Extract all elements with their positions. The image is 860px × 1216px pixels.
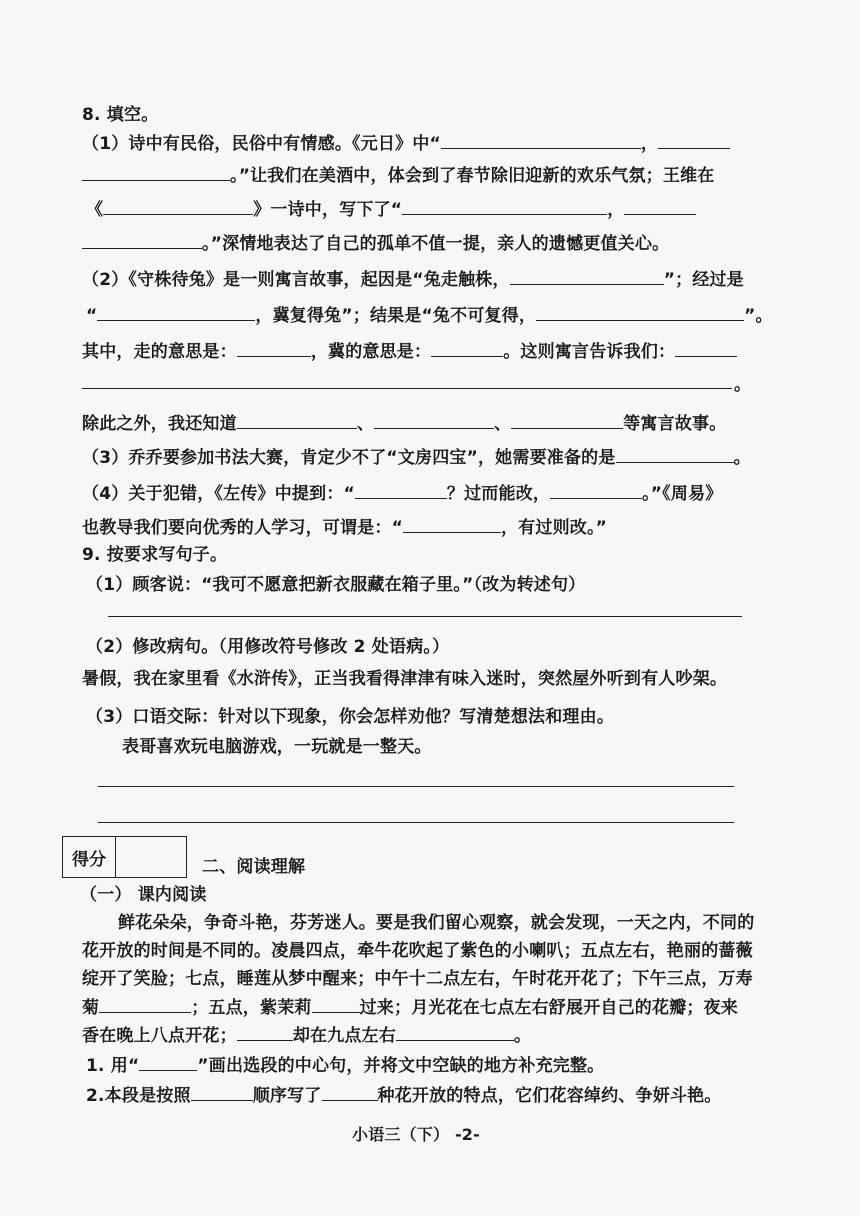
- text: ，: [640, 134, 659, 154]
- passage-line: 鲜花朵朵，争奇斗艳，芬芳迷人。要是我们留心观察，就会发现，一天之内，不同的: [118, 913, 755, 933]
- text: 。: [514, 1026, 532, 1046]
- text: （2）《守株待兔》是一则寓言故事，起因是“兔走触株，: [82, 270, 510, 290]
- text: 种花开放的特点，它们花容绰约、争妍斗艳。: [377, 1086, 722, 1106]
- text: ；五点，紫茉莉: [191, 998, 312, 1018]
- q8-2-line2: [86, 304, 773, 327]
- text: 却在九点左右: [292, 1026, 397, 1046]
- score-box: [62, 836, 187, 878]
- answer-blank[interactable]: [82, 232, 202, 249]
- q8-4-line2: [82, 516, 607, 539]
- q8-2-line5: [82, 412, 726, 435]
- text: 、: [494, 414, 512, 434]
- answer-blank[interactable]: [536, 304, 744, 321]
- text: 除此之外，我还知道: [82, 414, 237, 434]
- text: （3）乔乔要参加书法大赛，肯定少不了“文房四宝”，她需要准备的是: [82, 448, 616, 468]
- text: 。”让我们在美酒中，体会到了春节除旧迎新的欢乐气氛；王维在: [230, 166, 715, 186]
- answer-blank[interactable]: [402, 198, 607, 215]
- answer-blank[interactable]: [510, 268, 664, 285]
- q9-2: （2）修改病句。（用修改符号修改 2 处语病。）: [86, 637, 450, 657]
- answer-blank[interactable]: [431, 340, 503, 357]
- answer-blank[interactable]: [237, 1024, 293, 1041]
- answer-line[interactable]: [82, 388, 732, 389]
- q8-1-line1: [82, 132, 730, 155]
- answer-line[interactable]: [98, 786, 734, 787]
- score-field[interactable]: [116, 837, 186, 877]
- answer-blank[interactable]: [237, 340, 311, 357]
- text: 其中，走的意思是：: [82, 342, 237, 362]
- text: ”；经过是: [663, 270, 744, 290]
- answer-blank[interactable]: [396, 1024, 514, 1041]
- text: 。: [733, 448, 751, 468]
- passage-line: [82, 1024, 531, 1047]
- text: ，有过则改。”: [500, 518, 608, 538]
- answer-blank[interactable]: [658, 132, 730, 149]
- text: 、: [356, 414, 375, 434]
- text: 。”《周易》: [642, 484, 723, 504]
- answer-blank[interactable]: [237, 412, 357, 429]
- q9-2-sentence: 暑假，我在家里看《水浒传》，正当我看得津津有味入迷时，突然屋外听到有人吵架。: [82, 669, 728, 689]
- q8-4-line1: [82, 482, 722, 505]
- answer-blank[interactable]: [403, 516, 501, 533]
- answer-blank[interactable]: [374, 412, 494, 429]
- text: ？过而能改，: [446, 484, 551, 504]
- q8-1-line2: [82, 164, 714, 187]
- text: ，冀复得兔”；结果是“兔不可复得，: [255, 306, 537, 326]
- q9-3: （3）口语交际：针对以下现象，你会怎样劝他？写清楚想法和理由。: [86, 707, 615, 727]
- text: ”画出选段的中心句，并将文中空缺的地方补充完整。: [197, 1056, 605, 1076]
- reading-q1: [86, 1054, 604, 1077]
- answer-blank[interactable]: [441, 132, 641, 149]
- text: ”。: [744, 306, 773, 326]
- passage-line: [82, 996, 738, 1019]
- answer-blank[interactable]: [550, 482, 642, 499]
- answer-line[interactable]: [108, 616, 742, 617]
- text: 等寓言故事。: [623, 414, 727, 434]
- text: （4）关于犯错，《左传》中提到：“: [82, 484, 355, 504]
- subsection-title: （一） 课内阅读: [80, 885, 207, 905]
- answer-blank[interactable]: [312, 996, 360, 1013]
- passage-line: 绽开了笑脸；七点，睡莲从梦中醒来；中午十二点左右，午时花开花了；下午三点，万寿: [82, 969, 753, 989]
- q9-1: （1）顾客说：“我可不愿意把新衣服藏在箱子里。”（改为转述句）: [86, 575, 586, 595]
- text: 《: [86, 200, 104, 220]
- answer-blank[interactable]: [624, 198, 696, 215]
- answer-blank[interactable]: [616, 446, 734, 463]
- text: 1. 用“: [86, 1056, 140, 1076]
- answer-blank[interactable]: [97, 304, 255, 321]
- page-footer: 小语三（下） -2-: [352, 1125, 480, 1144]
- reading-q2: [86, 1084, 722, 1107]
- score-label: 得分: [63, 837, 116, 877]
- text: ，冀的意思是：: [310, 342, 432, 362]
- answer-blank[interactable]: [103, 198, 253, 215]
- text: “: [86, 306, 98, 326]
- answer-blank[interactable]: [511, 412, 623, 429]
- text: 菊: [82, 998, 100, 1018]
- text: 过来；月光花在七点左右舒展开自己的花瓣；夜来: [359, 998, 739, 1018]
- q8-2-line3: [82, 340, 737, 363]
- q8-1-line4: [82, 232, 669, 255]
- text: ，: [607, 200, 625, 220]
- answer-blank[interactable]: [355, 482, 447, 499]
- q9-title: 9. 按要求写句子。: [82, 545, 228, 565]
- text: 2.本段是按照: [86, 1086, 191, 1106]
- answer-line[interactable]: [98, 822, 734, 823]
- answer-blank[interactable]: [99, 996, 191, 1013]
- q8-3: [82, 446, 751, 469]
- period: 。: [734, 375, 752, 395]
- q8-1-line3: [86, 198, 696, 221]
- answer-blank[interactable]: [82, 164, 230, 181]
- q8-2-line1: [82, 268, 744, 291]
- q9-3-text: 表哥喜欢玩电脑游戏，一玩就是一整天。: [122, 737, 432, 757]
- section-title: 二、阅读理解: [202, 857, 306, 877]
- text: 也教导我们要向优秀的人学习，可谓是：“: [82, 518, 403, 538]
- text: 。”深情地表达了自己的孤单不值一提，亲人的遗憾更值关心。: [202, 234, 670, 254]
- answer-blank[interactable]: [191, 1084, 253, 1101]
- answer-blank[interactable]: [675, 340, 737, 357]
- q8-title: 8. 填空。: [82, 105, 159, 125]
- text: （1）诗中有民俗，民俗中有情感。《元日》中“: [82, 134, 441, 154]
- answer-blank[interactable]: [322, 1084, 378, 1101]
- text: 香在晚上八点开花；: [82, 1026, 237, 1046]
- answer-blank[interactable]: [139, 1054, 197, 1071]
- text: 》一诗中，写下了“: [253, 200, 403, 220]
- passage-line: 花开放的时间是不同的。凌晨四点，牵牛花吹起了紫色的小喇叭；五点左右，艳丽的蔷薇: [82, 941, 753, 961]
- text: 。这则寓言告诉我们：: [503, 342, 676, 362]
- text: 顺序写了: [252, 1086, 322, 1106]
